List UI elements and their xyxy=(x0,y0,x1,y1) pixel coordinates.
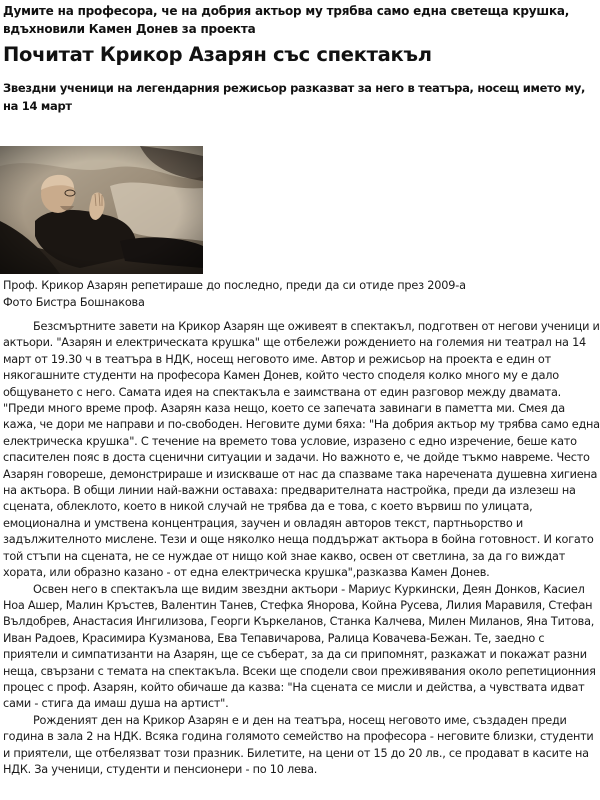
article-headline: Почитат Крикор Азарян със спектакъл xyxy=(3,43,432,66)
photo-image-icon xyxy=(0,146,203,274)
photo-caption xyxy=(3,277,597,311)
article-body xyxy=(3,319,600,778)
caption-text: Проф. Крикор Азарян репетираше до последно, преди да си отиде през 2009-а xyxy=(3,279,466,292)
article-subhead: Звездни ученици на легендарния режисьор разказват за него в театъра, носещ името му, на 14 март xyxy=(3,81,586,113)
article-kicker: Думите на професора, че на добрия актьор му трябва само една светеща крушка, вдъхновили Камен Донев за проекта xyxy=(3,4,570,36)
body-paragraph: Освен него в спектакъла ще видим звездни актьори - Мариус Куркински, Деян Донков, Касиел Ноа Ашер, Малин Кръстев, Валентин Танев, Стефка Янорова, Койна Русева, Лилия Маравиля, Стефан Вълдобрев, Анастасия Ингилизова, Георги Къркеланов, Станка Калчева, Милен Миланов, Яна Титова, Иван Радоев, Красимира Кузманова, Ева Тепавичарова, Ралица Ковачева-Бежан. Те, заедно с приятели и симпатизанти на Азарян, ще се съберат, за да си припомнят, разкажат и покажат разни неща, свързани с темата на спектакъла. Всеки ще сподели свои преживявания около репетиционния процес с проф. Азарян, който обичаше да казва: "На сцената се мисли и действа, а чувствата идват сами - стига да имаш душа на артист". xyxy=(3,582,596,711)
body-paragraph: Рожденият ден на Крикор Азарян е и ден на театъра, носещ неговото име, създаден преди година в зала 2 на НДК. Всяка година голямото семейство на професора - неговите близки, студенти и приятели, ще отбелязват този празник. Билетите, на цени от 15 до 20 лв., се продават в касите на НДК. За ученици, студенти и пенсионери - по 10 лева. xyxy=(3,713,594,776)
article-photo xyxy=(0,146,203,274)
photo-credit: Фото Бистра Бошнакова xyxy=(3,296,145,309)
body-paragraph: Безсмъртните завети на Крикор Азарян ще оживеят в спектакъл, подготвен от негови ученици и актьори. "Азарян и електрическата крушка" ще отбележи рождението на големия ни театрал на 14 март от 19.30 ч в театъра в НДК, носещ неговото име. Автор и режисьор на проекта е един от някогашните студенти на професора Камен Донев, който често споделя колко много му е дало общуването с него. Самата идея на спектакъла е заимствана от един разговор между двамата. "Преди много време проф. Азарян каза нещо, което се запечата завинаги в паметта ми. Смея да кажа, че дори ме направи и по-свободен. Неговите думи бяха: "На добрия актьор му трябва само една електрическа крушка". С течение на времето това условие, изразено с едно изречение, беше като спасителен пояс в доста сценични ситуации и задачи. Но важното е, че дойде тъкмо навреме. Често Азарян говореше, демонстрираше и изискваше от нас да спазваме така наречената душевна хигиена на актьора. В общи линии най-важни оставаха: предварителната настройка, преди да излезеш на сцената, облеклото, което в никой случай не трябва да е това, с което вървиш по улицата, емоционална и умствена концентрация, заучен и овладян авторов текст, партньорство и задължителното мислене. Тези и още няколко неща поддържат актьора в бойна готовност. И когато той стъпи на сцената, не се нуждае от нищо кой знае какво, освен от светлина, за да го виждат хората, или образно казано - от една електрическа крушка",разказва Камен Донев. xyxy=(3,320,600,580)
